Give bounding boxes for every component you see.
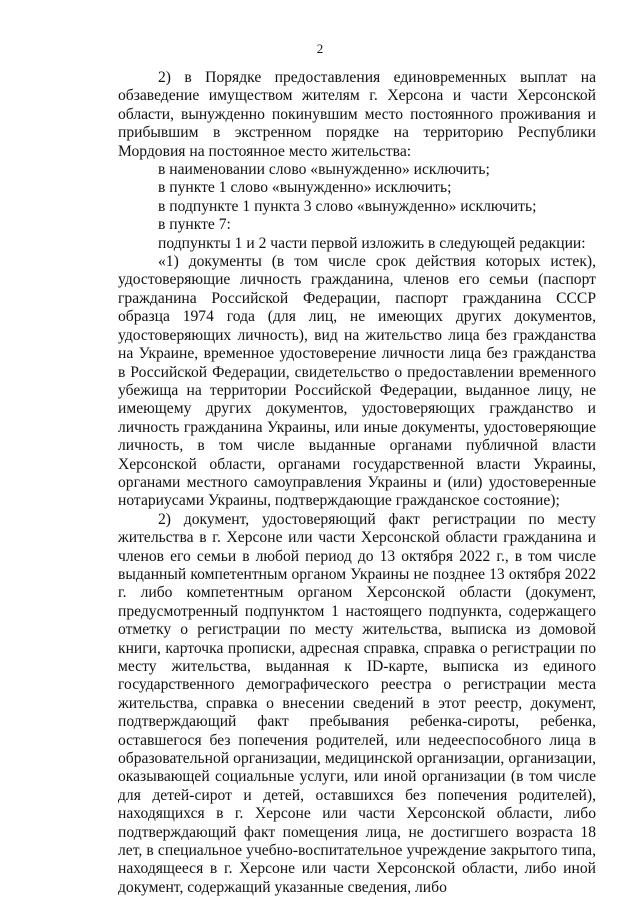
paragraph-point-3-change: в подпункте 1 пункта 3 слово «вынужденно» исключить; — [158, 197, 537, 215]
paragraph-subpoints-intro: подпункты 1 и 2 части первой изложить в следующей редакции: — [158, 234, 586, 252]
paragraph-subpoint-2: 2) документ, удостоверяющий факт регистрации по месту жительства в г. Херсоне или части Херсонской области гражданина и членов его семьи в любой период до 13 октября 2022 г., в том числе выданный компетентным органом Украины не позднее 13 октября 2022 г. либо компетентным органом Херсонской области (документ, предусмотренный подпунктом 1 настоящего подпункта, содержащего отметку о регистрации по месту жительства, выписка из домовой книги, карточка прописки, адресная справка, справка о регистрации по месту жительства, выданная к ID-карте, выписка из единого государственного демографического реестра о регистрации места жительства, справка о внесении сведений в этот реестр, документ, подтверждающий факт пребывания ребенка-сироты, ребенка, оставшегося без попечения родителей, или недееспособного лица в образовательной организации, медицинской организации, организации, оказывающей социальные услуги, или иной организации (в том числе для детей-сирот и детей, оставшихся без попечения родителей), находящихся в г. Херсоне или части Херсонской области, либо подтверждающий факт помещения лица, не достигшего возраста 18 лет, в специальное учебно-воспитательное учреждение закрытого типа, находящееся в г. Херсоне или части Херсонской области, либо иной документ, содержащий указанные сведения, либо — [118, 510, 596, 896]
paragraph-amendment-intro: 2) в Порядке предоставления единовременных выплат на обзаведение имуществом жителям г. Херсона и части Херсонской области, вынужденно покинувшим место постоянного проживания и прибывшим в экстренном порядке на территорию Республики Мордовия на постоянное место жительства: — [118, 69, 596, 160]
document-body — [118, 69, 596, 897]
page-number: 2 — [316, 41, 324, 56]
paragraph-point-7-heading: в пункте 7: — [158, 216, 231, 234]
paragraph-subpoint-1: «1) документы (в том числе срок действия которых истек), удостоверяющие личность гражданина, членов его семьи (паспорт гражданина Российской Федерации, паспорт гражданина СССР образца 1974 года (для лиц, не имеющих других документов, удостоверяющих личность), вид на жительство лица без гражданства на Украине, временное удостоверение личности лица без гражданства в Российской Федерации, свидетельство о предоставлении временного убежища на территории Российской Федерации, выданное лицу, не имеющему других документов, удостоверяющих гражданство и личность гражданина Украины, или иные документы, удостоверяющие личность, в том числе выданные органами публичной власти Херсонской области, органами государственной власти Украины, органами местного самоуправления Украины и (или) удостоверенные нотариусами Украины, подтверждающие гражданское состояние); — [118, 253, 596, 510]
paragraph-title-change: в наименовании слово «вынужденно» исключить; — [158, 161, 490, 179]
paragraph-point-1-change: в пункте 1 слово «вынужденно» исключить; — [158, 179, 452, 197]
